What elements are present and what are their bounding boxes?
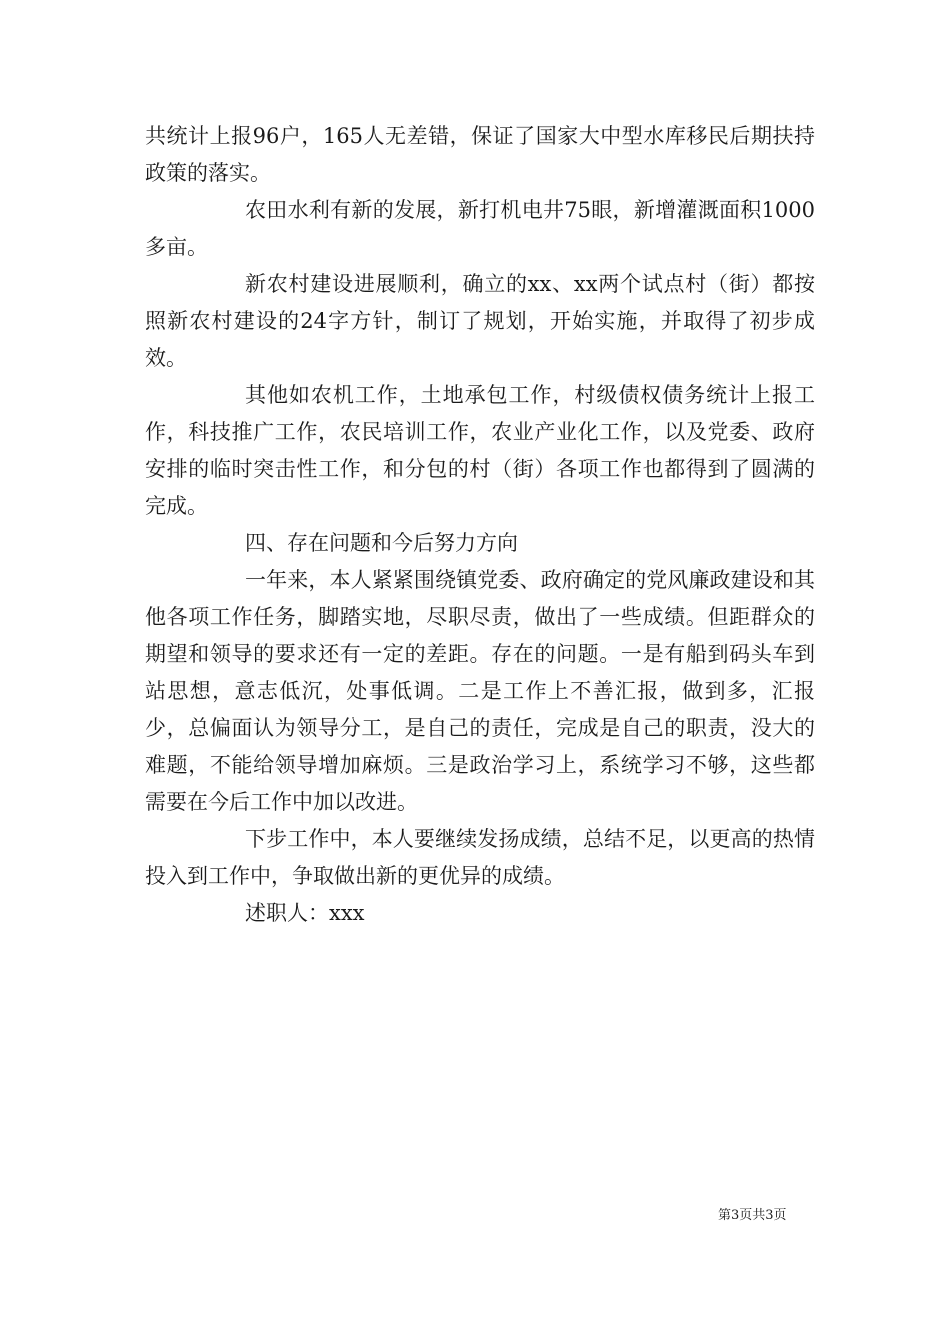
signature-line: 述职人：xxx [245,901,365,925]
paragraph-problems: 一年来，本人紧紧围绕镇党委、政府确定的党风廉政建设和其他各项工作任务，脚踏实地，尽职尽责，做出了一些成绩。但距群众的期望和领导的要求还有一定的差距。存在的问题。一是有船到码头车到站思想，意志低沉，处事低调。二是工作上不善汇报，做到多，汇报少，总偏面认为领导分工，是自己的责任，完成是自己的职责，没大的难题，不能给领导增加麻烦。三是政治学习上，系统学习不够，这些都需要在今后工作中加以改进。 [145,568,815,814]
paragraph-irrigation: 农田水利有新的发展，新打机电井75眼，新增灌溉面积1000多亩。 [145,198,815,259]
paragraph-other-work: 其他如农机工作，土地承包工作，村级债权债务统计上报工作，科技推广工作，农民培训工作，农业产业化工作，以及党委、政府安排的临时突击性工作，和分包的村（街）各项工作也都得到了圆满的完成。 [145,383,815,518]
paragraph-new-village: 新农村建设进展顺利，确立的xx、xx两个试点村（街）都按照新农村建设的24字方针，制订了规划，开始实施，并取得了初步成效。 [145,272,815,370]
paragraph-next-steps: 下步工作中，本人要继续发扬成绩，总结不足，以更高的热情投入到工作中，争取做出新的更优异的成绩。 [145,827,815,888]
document-body [145,118,815,932]
paragraph-resettlement: 共统计上报96户，165人无差错，保证了国家大中型水库移民后期扶持政策的落实。 [145,124,815,185]
section-heading: 四、存在问题和今后努力方向 [245,531,518,555]
page-number-footer: 第3页共3页 [718,1208,787,1223]
